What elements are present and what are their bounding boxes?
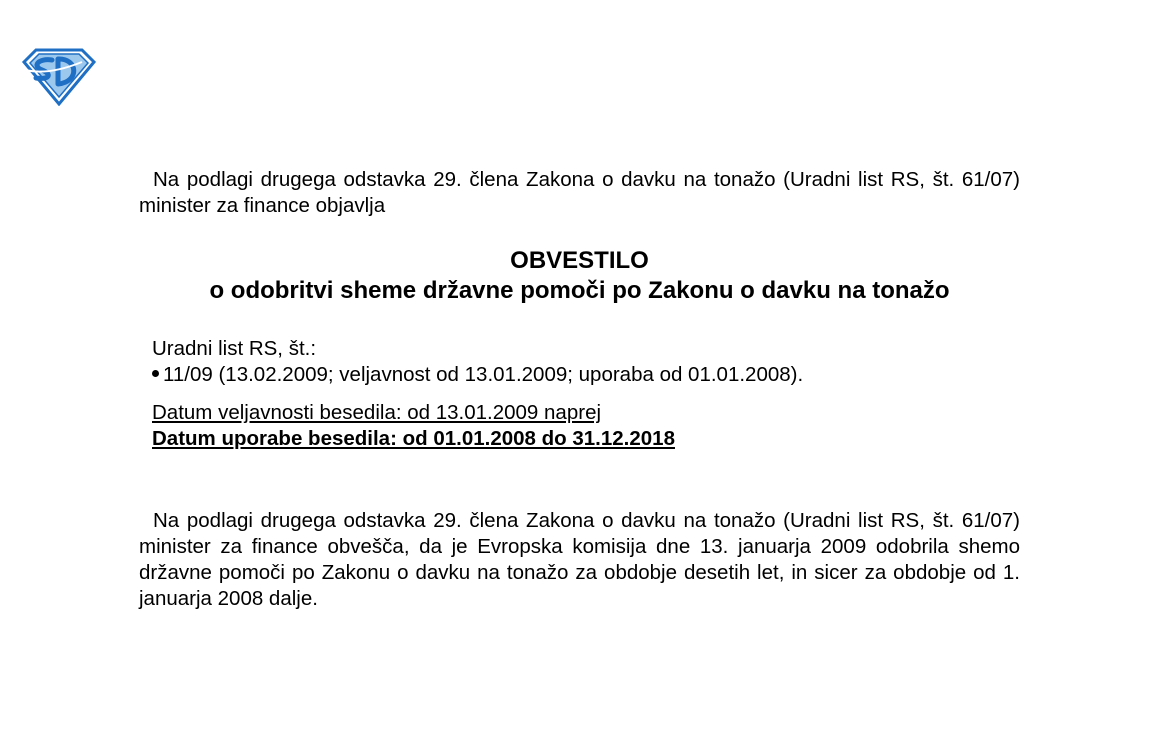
document-title	[139, 246, 1020, 306]
gazette-entry-text: 11/09 (13.02.2009; veljavnost od 13.01.2009; uporaba od 01.01.2008).	[163, 363, 804, 386]
body-text: Na podlagi drugega odstavka 29. člena Zakona o davku na tonažo (Uradni list RS, št. 61/07) minister za finance obvešča, da je Evropska komisija dne 13. januarja 2009 odobrila shemo državne pomoči po Zakonu o davku na tonažo za obdobje desetih let, in sicer za obdobje od 1. januarja 2008 dalje.	[139, 509, 1020, 610]
gazette-entry	[152, 362, 803, 388]
validity-date: Datum veljavnosti besedila: od 13.01.2009 naprej	[152, 401, 602, 424]
intro-paragraph	[139, 167, 1020, 219]
bullet-icon	[152, 370, 159, 377]
text-dates	[152, 400, 675, 452]
sd-shield-logo-icon	[22, 48, 96, 106]
title-line-2: o odobritvi sheme državne pomoči po Zakonu o davku na tonažo	[209, 277, 950, 304]
title-line-1: OBVESTILO	[510, 247, 649, 274]
application-date: Datum uporabe besedila: od 01.01.2008 do 31.12.2018	[152, 427, 675, 450]
intro-text: Na podlagi drugega odstavka 29. člena Zakona o davku na tonažo (Uradni list RS, št. 61/07) minister za finance objavlja	[139, 168, 1020, 217]
body-paragraph	[139, 508, 1020, 612]
gazette-label: Uradni list RS, št.:	[152, 337, 317, 360]
gazette-info	[152, 336, 803, 388]
